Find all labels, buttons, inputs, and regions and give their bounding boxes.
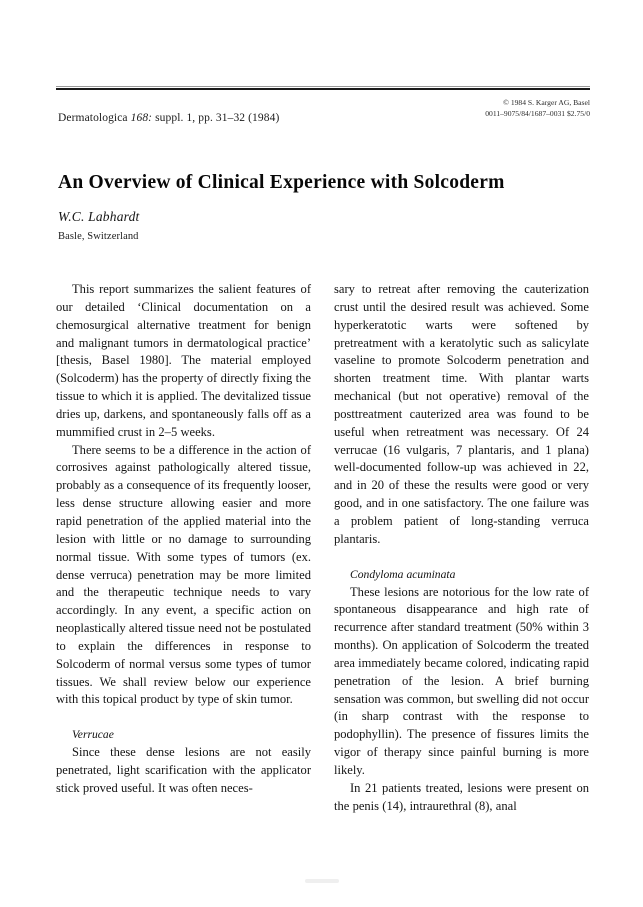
- paragraph: These lesions are notorious for the low rate of spontaneous disappearance and high rate of recurrence after standard treatment (50% within 3 months). On application of Solcoderm the treated area immediately became colored, indicating rapid penetration of the lesion. A brief burning sensation was common, but swelling did not occur (in sharp contrast with the response to podophyllin). The presence of fissures limits the vigor of therapy since painful burning is more likely.: [334, 584, 589, 777]
- journal-citation-line: [58, 112, 279, 124]
- paragraph: There seems to be a difference in the action of corrosives against pathologically altered tissue, probably as a consequence of its frequently looser, less dense structure allowing easier and more rapid penetration of the applied material into the lesion with little or no damage to surrounding normal tissue. With some types of tumors (ex. dense verruca) penetration may be more limited and the therapeutic technique needs to vary accordingly. In any event, a specific action on neoplastically altered tissue need not be postulated to explain the differences in response to Solcoderm of normal versus some types of tumor tissues. We shall review below our experience with this topical product by type of skin tumor.: [56, 442, 311, 707]
- author-affiliation: Basle, Switzerland: [58, 231, 139, 242]
- author-name: W.C. Labhardt: [58, 209, 140, 224]
- paragraph: sary to retreat after removing the cauterization crust until the desired result was achieved. Some hyperkeratotic warts were softened by pretreatment with a keratolytic such as salicylate vaseline to promote Solcoderm penetration and shorten treatment time. With plantar warts mechanical (but not operative) removal of the posttreatment cauterized area was found to be useful when retreatment was necessary. Of 24 verrucae (16 vulgaris, 7 plantaris, and 1 plana) well-documented follow-up was achieved in 22, and in 20 of these the results were good or very good, and in one satisfactory. The one failure was a problem patient of long-standing verruca plantaris.: [334, 282, 589, 546]
- copyright-holder: © 1984 S. Karger AG, Basel: [503, 98, 590, 107]
- paragraph: Since these dense lesions are not easily penetrated, light scarification with the applicator stick proved useful. It was often neces-: [56, 745, 311, 795]
- section-heading-condyloma-acuminata: Condyloma acuminata: [350, 567, 456, 581]
- journal-volume: 168:: [130, 112, 153, 124]
- scan-artifact: [305, 879, 339, 883]
- issn-price-code: 0011–9075/84/1687–0031 $2.75/0: [485, 108, 590, 118]
- column-right: [334, 281, 589, 815]
- journal-issue-pages: suppl. 1, pp. 31–32 (1984): [152, 112, 280, 124]
- header-rule: [56, 88, 590, 90]
- paragraph: In 21 patients treated, lesions were present on the penis (14), intraurethral (8), anal: [334, 780, 589, 813]
- header-rule-hairline: [56, 86, 590, 87]
- section-heading-verrucae: Verrucae: [72, 728, 114, 742]
- copyright-block: [485, 98, 590, 119]
- paragraph: This report summarizes the salient features of our detailed ‘Clinical documentation on a chemosurgical alternative treatment for benign and malignant tumors in dermatological practice’ [thesis, Basel 1980]. The material employed (Solcoderm) has the property of directly fixing the tissue to which it is applied. The devitalized tissue dries up, darkens, and spontaneously falls off as a mummified crust in 2–5 weeks.: [56, 282, 311, 439]
- page-title: An Overview of Clinical Experience with Solcoderm: [58, 172, 505, 194]
- column-left: [56, 281, 311, 815]
- body-columns: [56, 281, 590, 815]
- journal-name: Dermatologica: [58, 112, 128, 124]
